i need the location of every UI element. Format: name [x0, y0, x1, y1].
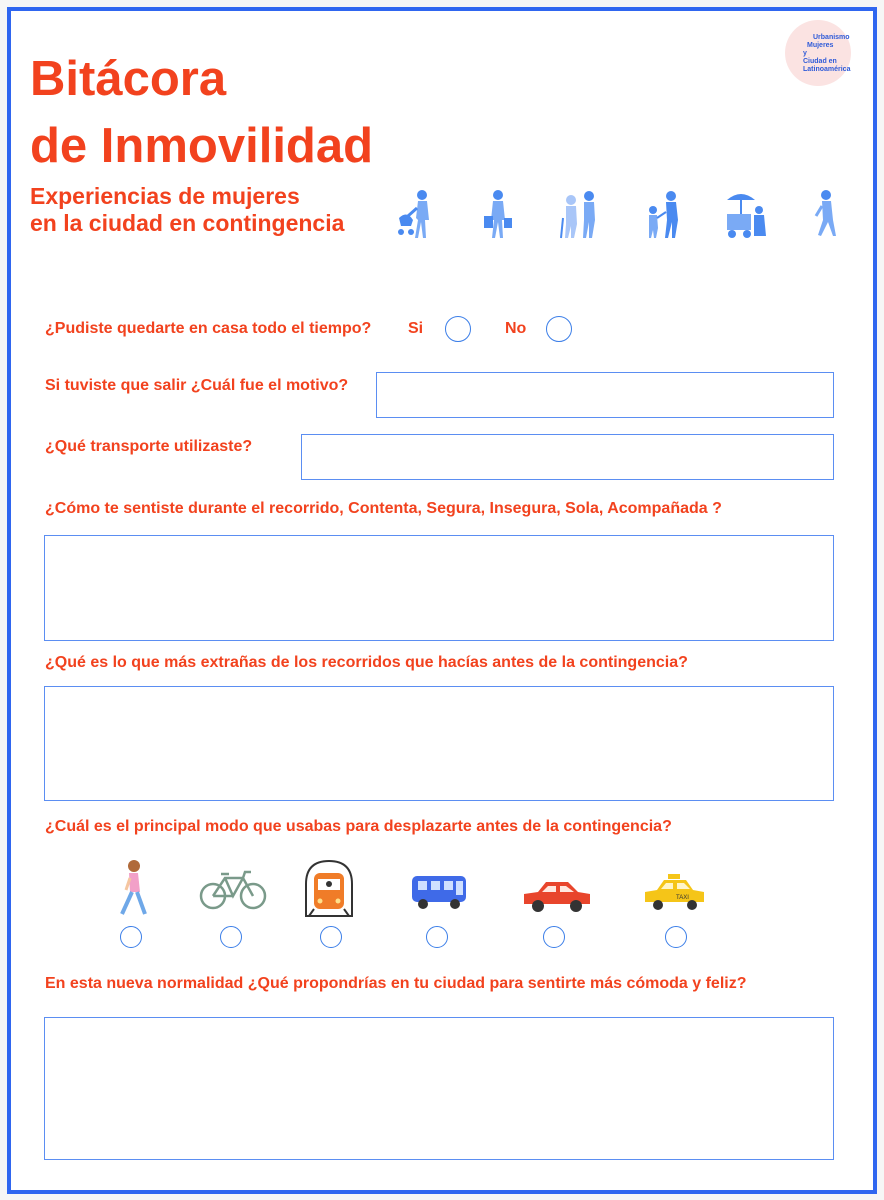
reason-field[interactable]	[376, 372, 834, 418]
radio-no[interactable]	[546, 316, 572, 342]
logo-line-2: Mujeres	[807, 42, 834, 49]
subtitle-line-1: Experiencias de mujeres	[30, 183, 300, 209]
walking-icon	[112, 858, 152, 920]
bus-icon	[410, 873, 468, 911]
title-line-1: Bitácora	[30, 52, 227, 106]
question-feeling: ¿Cómo te sentiste durante el recorrido, Contenta, Segura, Insegura, Sola, Acompañada ?	[45, 500, 722, 517]
question-miss-most: ¿Qué es lo que más extrañas de los recorridos que hacías antes de la contingencia?	[45, 654, 688, 671]
option-yes-label: Si	[408, 320, 424, 337]
logo-line-4: Ciudad en	[803, 58, 837, 65]
taxi-icon	[642, 874, 706, 914]
subtitle-line-2: en la ciudad en contingencia	[30, 210, 345, 236]
woman-walking-icon	[808, 188, 842, 240]
title-line-2: de Inmovilidad	[30, 119, 374, 173]
radio-bus[interactable]	[426, 926, 448, 948]
subtitle	[30, 183, 344, 237]
train-icon	[303, 858, 355, 918]
logo-text	[803, 34, 863, 74]
question-new-normal: En esta nueva normalidad ¿Qué propondrías en tu ciudad para sentirte más cómoda y feliz?	[45, 975, 747, 992]
logo-line-3: y	[803, 50, 807, 57]
radio-car[interactable]	[543, 926, 565, 948]
logo-line-1: Urbanismo	[813, 34, 850, 41]
option-no-label: No	[505, 320, 527, 337]
question-main-mode: ¿Cuál es el principal modo que usabas para desplazarte antes de la contingencia?	[45, 818, 672, 835]
miss-most-field[interactable]	[44, 686, 834, 801]
question-stay-home: ¿Pudiste quedarte en casa todo el tiempo?	[45, 320, 372, 337]
woman-with-stroller-icon	[396, 188, 436, 240]
radio-train[interactable]	[320, 926, 342, 948]
mother-and-child-icon	[641, 188, 685, 240]
car-icon	[520, 878, 594, 914]
radio-walking[interactable]	[120, 926, 142, 948]
street-vendor-icon	[723, 188, 769, 240]
elderly-couple-icon	[557, 188, 603, 240]
taxi-sign-text: TAXI	[676, 895, 689, 901]
new-normal-field[interactable]	[44, 1017, 834, 1160]
woman-with-shopping-bags-icon	[478, 188, 518, 240]
radio-taxi[interactable]	[665, 926, 687, 948]
logo-line-5: Latinoamérica	[803, 66, 851, 73]
feeling-field[interactable]	[44, 535, 834, 641]
transport-field[interactable]	[301, 434, 834, 480]
radio-bicycle[interactable]	[220, 926, 242, 948]
question-reason-out: Si tuviste que salir ¿Cuál fue el motivo?	[45, 377, 349, 394]
question-transport-used: ¿Qué transporte utilizaste?	[45, 438, 253, 455]
bicycle-icon	[199, 868, 267, 912]
radio-yes[interactable]	[445, 316, 471, 342]
